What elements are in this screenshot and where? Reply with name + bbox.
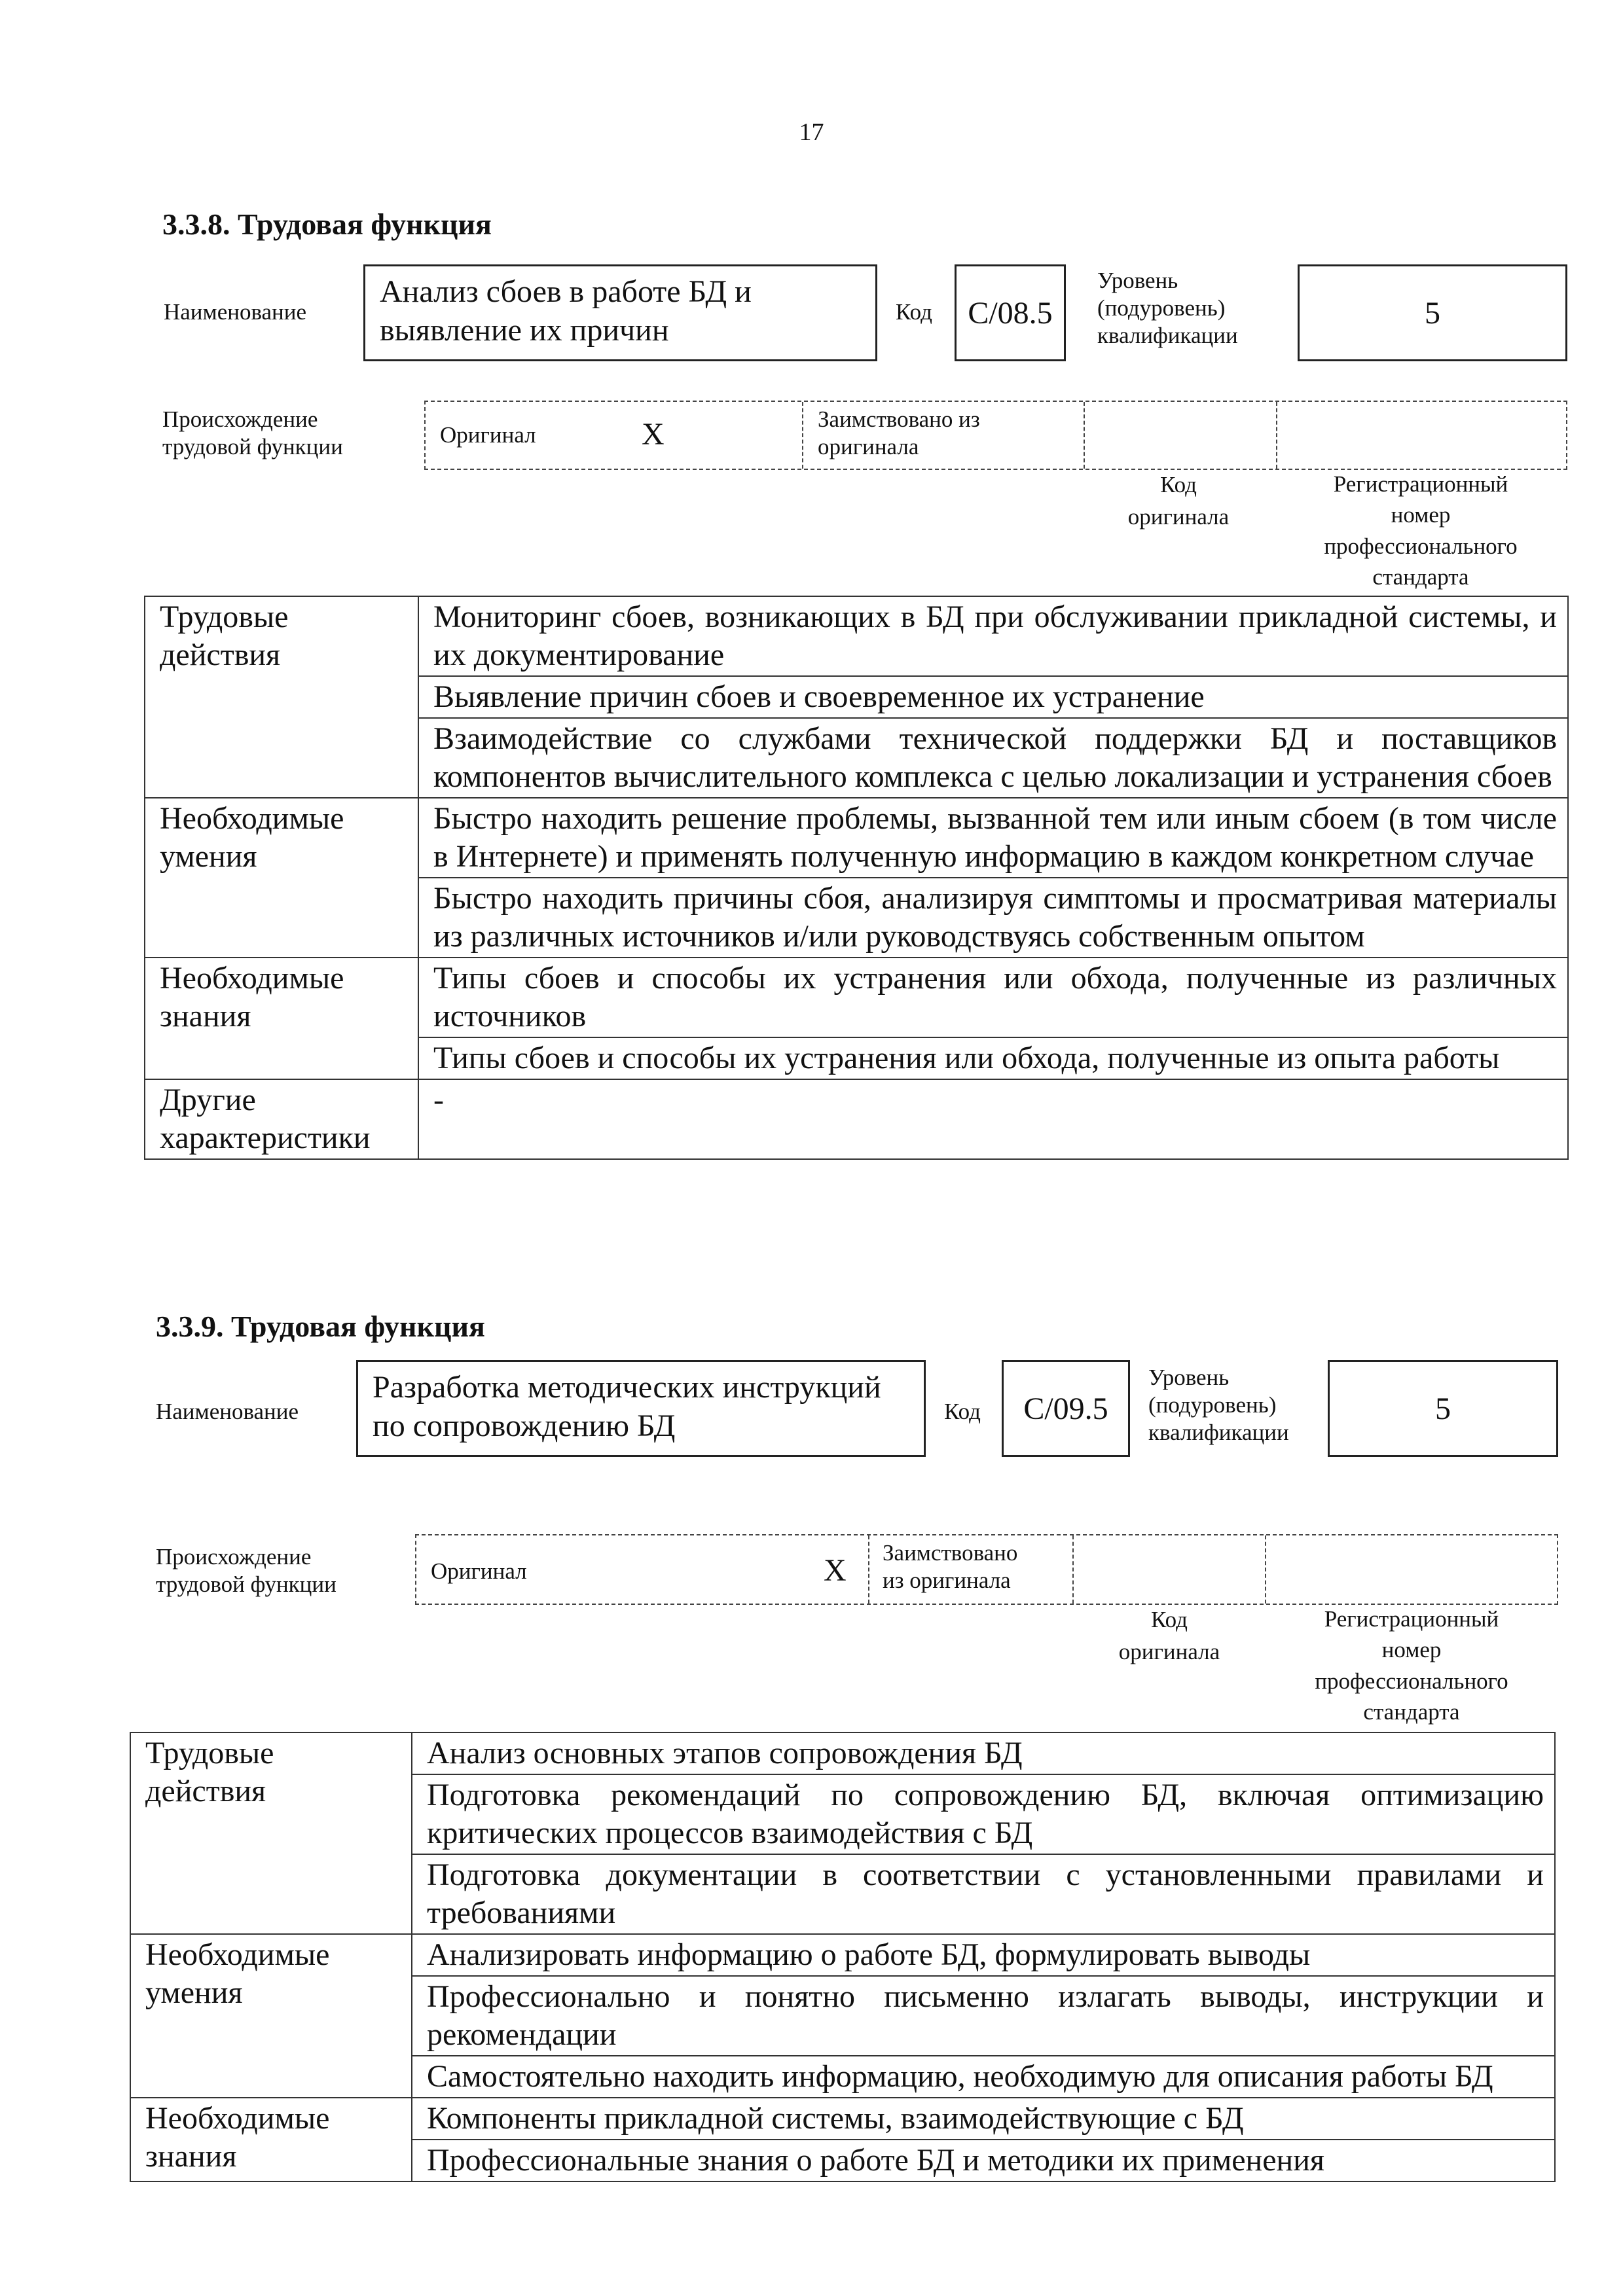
caption-line: Регистрационный xyxy=(1324,1606,1499,1632)
function-name-line: Анализ сбоев в работе БД и xyxy=(380,274,752,309)
reg-number-caption xyxy=(1267,1604,1556,1727)
original-mark: X xyxy=(824,1553,847,1588)
origin-label xyxy=(156,1543,337,1598)
category-cell: Трудовые действия xyxy=(145,596,418,798)
table-row xyxy=(145,958,1568,1037)
borrowed-cell xyxy=(869,1535,1074,1604)
function-name-box xyxy=(356,1360,926,1457)
item-cell: Мониторинг сбоев, возникающих в БД при обслуживании прикладной системы, и их документирование xyxy=(418,596,1568,676)
borrowed-label-line: Заимствовано xyxy=(883,1540,1018,1566)
origin-label-line: трудовой функции xyxy=(162,434,343,459)
level-label-line: (подуровень) xyxy=(1097,295,1226,321)
code-original-caption xyxy=(1080,469,1277,533)
item-cell: Анализ основных этапов сопровождения БД xyxy=(412,1732,1555,1774)
category-cell: Необходимые умения xyxy=(130,1934,412,2098)
item-cell: Компоненты прикладной системы, взаимодействующие с БД xyxy=(412,2098,1555,2140)
category-cell: Трудовые действия xyxy=(130,1732,412,1934)
function-table xyxy=(144,596,1569,1160)
item-cell: Быстро находить причины сбоя, анализируя симптомы и просматривая материалы из различных источников и/или руководствуясь собственным опытом xyxy=(418,878,1568,958)
original-label: Оригинал xyxy=(431,1558,527,1584)
origin-label xyxy=(162,406,343,461)
item-cell: Профессионально и понятно письменно излагать выводы, инструкции и рекомендации xyxy=(412,1976,1555,2056)
level-label xyxy=(1148,1364,1289,1446)
origin-original-cell xyxy=(426,402,803,469)
registration-number-cell xyxy=(1266,1535,1557,1604)
original-code-cell xyxy=(1085,402,1277,469)
borrowed-label-line: Заимствовано из xyxy=(818,406,980,432)
category-cell: Необходимые знания xyxy=(145,958,418,1079)
section-heading: 3.3.9. Трудовая функция xyxy=(156,1310,485,1343)
code-label: Код xyxy=(944,1399,981,1424)
function-name-line: выявление их причин xyxy=(380,312,669,348)
table-row xyxy=(145,798,1568,878)
item-cell: Подготовка документации в соответствии с установленными правилами и требованиями xyxy=(412,1854,1555,1934)
caption-line: номер xyxy=(1391,502,1451,528)
code-original-caption xyxy=(1071,1604,1267,1668)
caption-line: Код xyxy=(1160,472,1197,497)
function-table xyxy=(130,1732,1556,2182)
origin-row xyxy=(415,1534,1558,1605)
item-cell: Анализировать информацию о работе БД, формулировать выводы xyxy=(412,1934,1555,1976)
category-cell: Другие характеристики xyxy=(145,1079,418,1159)
category-cell: Необходимые умения xyxy=(145,798,418,958)
origin-label-line: Происхождение xyxy=(156,1544,312,1570)
caption-line: стандарта xyxy=(1372,564,1469,590)
item-cell: Типы сбоев и способы их устранения или обхода, полученные из различных источников xyxy=(418,958,1568,1037)
caption-line: стандарта xyxy=(1363,1698,1460,1725)
original-label: Оригинал xyxy=(440,422,536,448)
code-value: C/08.5 xyxy=(955,264,1066,361)
item-cell: Подготовка рекомендаций по сопровождению БД, включая оптимизацию критических процессов взаимодействия с БД xyxy=(412,1774,1555,1854)
item-cell: Выявление причин сбоев и своевременное их устранение xyxy=(418,676,1568,718)
code-label: Код xyxy=(896,299,932,325)
page-number: 17 xyxy=(799,118,824,146)
function-name-line: по сопровождению БД xyxy=(373,1408,676,1443)
code-value: C/09.5 xyxy=(1002,1360,1130,1457)
table-row xyxy=(130,1934,1555,1976)
item-cell: - xyxy=(418,1079,1568,1159)
table-row xyxy=(145,1079,1568,1159)
caption-line: профессионального xyxy=(1324,533,1518,559)
item-cell: Быстро находить решение проблемы, вызванной тем или иным сбоем (в том числе в Интернете) и применять полученную информацию в каждом конкретном случае xyxy=(418,798,1568,878)
level-label-line: квалификации xyxy=(1148,1420,1289,1445)
borrowed-label-line: оригинала xyxy=(818,434,919,459)
level-value: 5 xyxy=(1298,264,1567,361)
caption-line: профессионального xyxy=(1315,1668,1508,1694)
caption-line: оригинала xyxy=(1118,1639,1220,1664)
item-cell: Типы сбоев и способы их устранения или обхода, полученные из опыта работы xyxy=(418,1037,1568,1079)
table-row xyxy=(130,2098,1555,2140)
function-name-line: Разработка методических инструкций xyxy=(373,1370,881,1405)
caption-line: оригинала xyxy=(1127,504,1230,529)
level-label-line: (подуровень) xyxy=(1148,1392,1277,1418)
borrowed-cell xyxy=(803,402,1085,469)
original-code-cell xyxy=(1074,1535,1266,1604)
level-label xyxy=(1097,267,1238,350)
origin-label-line: Происхождение xyxy=(162,406,318,432)
original-mark: X xyxy=(642,417,665,452)
registration-number-cell xyxy=(1277,402,1566,469)
section-heading: 3.3.8. Трудовая функция xyxy=(162,207,492,241)
level-label-line: квалификации xyxy=(1097,323,1238,348)
caption-line: Регистрационный xyxy=(1333,471,1508,497)
borrowed-label-line: из оригинала xyxy=(883,1568,1011,1593)
caption-line: номер xyxy=(1381,1637,1442,1663)
name-label: Наименование xyxy=(156,1399,299,1424)
level-value: 5 xyxy=(1328,1360,1558,1457)
table-row xyxy=(130,1732,1555,1774)
item-cell: Взаимодействие со службами технической поддержки БД и поставщиков компонентов вычислительного комплекса с целью локализации и устранения сбоев xyxy=(418,718,1568,798)
table-row xyxy=(145,596,1568,676)
origin-label-line: трудовой функции xyxy=(156,1571,337,1597)
item-cell: Самостоятельно находить информацию, необходимую для описания работы БД xyxy=(412,2056,1555,2098)
caption-line: Код xyxy=(1151,1607,1188,1632)
name-label: Наименование xyxy=(164,299,307,325)
item-cell: Профессиональные знания о работе БД и методики их применения xyxy=(412,2140,1555,2181)
category-cell: Необходимые знания xyxy=(130,2098,412,2181)
function-name-box xyxy=(363,264,877,361)
origin-original-cell xyxy=(416,1535,869,1604)
origin-row xyxy=(424,401,1567,470)
level-label-line: Уровень xyxy=(1097,268,1178,293)
level-label-line: Уровень xyxy=(1148,1365,1230,1390)
reg-number-caption xyxy=(1277,469,1565,592)
